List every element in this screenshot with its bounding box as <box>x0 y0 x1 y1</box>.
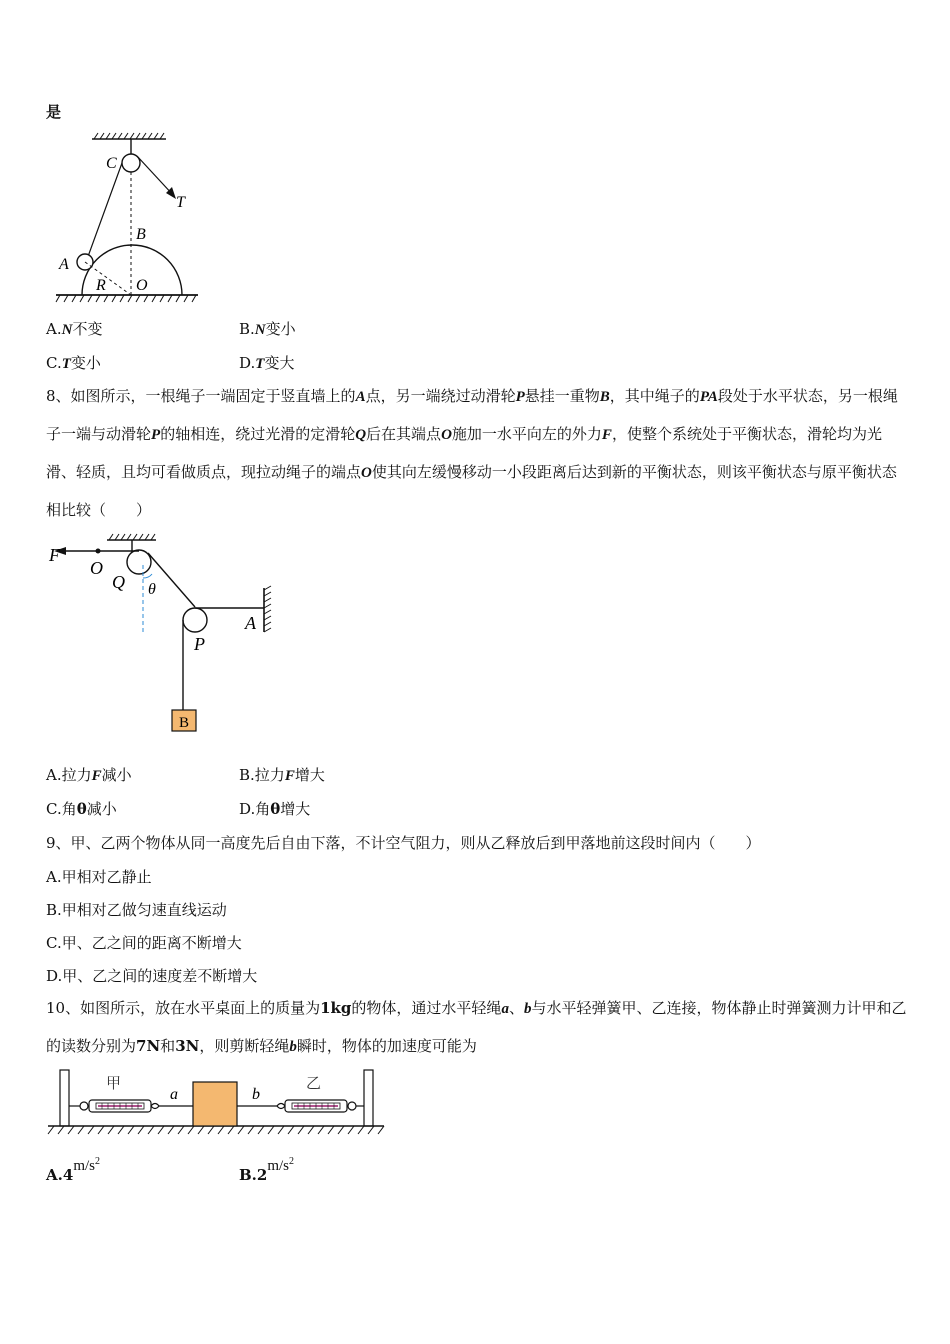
q7-option-b: B.N变小 <box>239 320 296 338</box>
q8-option-a: A.拉力F减小 <box>46 766 132 784</box>
label-b: b <box>252 1086 260 1103</box>
intro-tail-text: 是 <box>46 103 62 121</box>
label-jia: 甲 <box>106 1076 122 1092</box>
q9-stem: 9、甲、乙两个物体从同一高度先后自由下落，不计空气阻力，则从乙释放后到甲落地前这段时间内（ ） <box>46 834 761 852</box>
label-B: B <box>136 226 146 243</box>
label-C: C <box>106 155 117 172</box>
q9-option-a: A.甲相对乙静止 <box>46 868 152 886</box>
q7-option-a: A.N不变 <box>46 320 103 338</box>
q8-option-b: B.拉力F增大 <box>239 766 325 784</box>
label-block-B: B <box>178 715 190 731</box>
label-O: O <box>90 558 103 578</box>
q8-option-d: D.角θ增大 <box>239 800 311 818</box>
figure-q10-spring-scales <box>44 1066 389 1138</box>
q10-option-b: $B.2m/s^2$ <box>239 1156 295 1184</box>
q9-option-b: B.甲相对乙做匀速直线运动 <box>46 901 227 919</box>
figure-q7-hemisphere-pulley <box>40 125 220 310</box>
block-object <box>193 1082 237 1126</box>
q8-stem: 8、如图所示，一根绳子一端固定于竖直墙上的A点，另一端绕过动滑轮P悬挂一重物B，其中绳子的PA段处于水平状态，另一根绳子一端与动滑轮P的轴相连，绕过光滑的定滑轮Q后在其端点O施加一水平向左的外力F，使整个系统处于平衡状态，滑轮均为光滑、轻质，且均可看做质点，现拉动绳子的端点O使其向左缓慢移动一小段距离后达到新的平衡状态，则该平衡状态与原平衡状态相比较（ ） <box>46 387 898 519</box>
label-Q: Q <box>112 572 125 592</box>
q8-option-c: C.角θ减小 <box>46 800 117 818</box>
label-P: P <box>194 634 205 654</box>
q7-option-d: D.T变大 <box>239 354 295 372</box>
q10-stem: 10、如图所示，放在水平桌面上的质量为1kg的物体，通过水平轻绳a、b与水平轻弹簧甲、乙连接，物体静止时弹簧测力计甲和乙的读数分别为7N和3N，则剪断轻绳b瞬时，物体的加速度可能为 <box>46 999 907 1055</box>
label-R: R <box>96 277 106 294</box>
q9-option-c: C.甲、乙之间的距离不断增大 <box>46 934 242 952</box>
label-O: O <box>136 277 148 294</box>
q10-option-a: $A.4m/s^2$ <box>46 1156 100 1184</box>
label-theta: θ <box>148 581 156 598</box>
figure-q8-pulley-system <box>40 530 290 740</box>
q7-option-c: C.T变小 <box>46 354 101 372</box>
label-a: a <box>170 1086 178 1103</box>
q9-option-d: D.甲、乙之间的速度差不断增大 <box>46 967 258 985</box>
label-T: T <box>176 194 185 211</box>
label-A: A <box>245 613 256 633</box>
label-F: F <box>49 545 60 565</box>
label-yi: 乙 <box>306 1076 322 1092</box>
label-A: A <box>59 256 69 273</box>
